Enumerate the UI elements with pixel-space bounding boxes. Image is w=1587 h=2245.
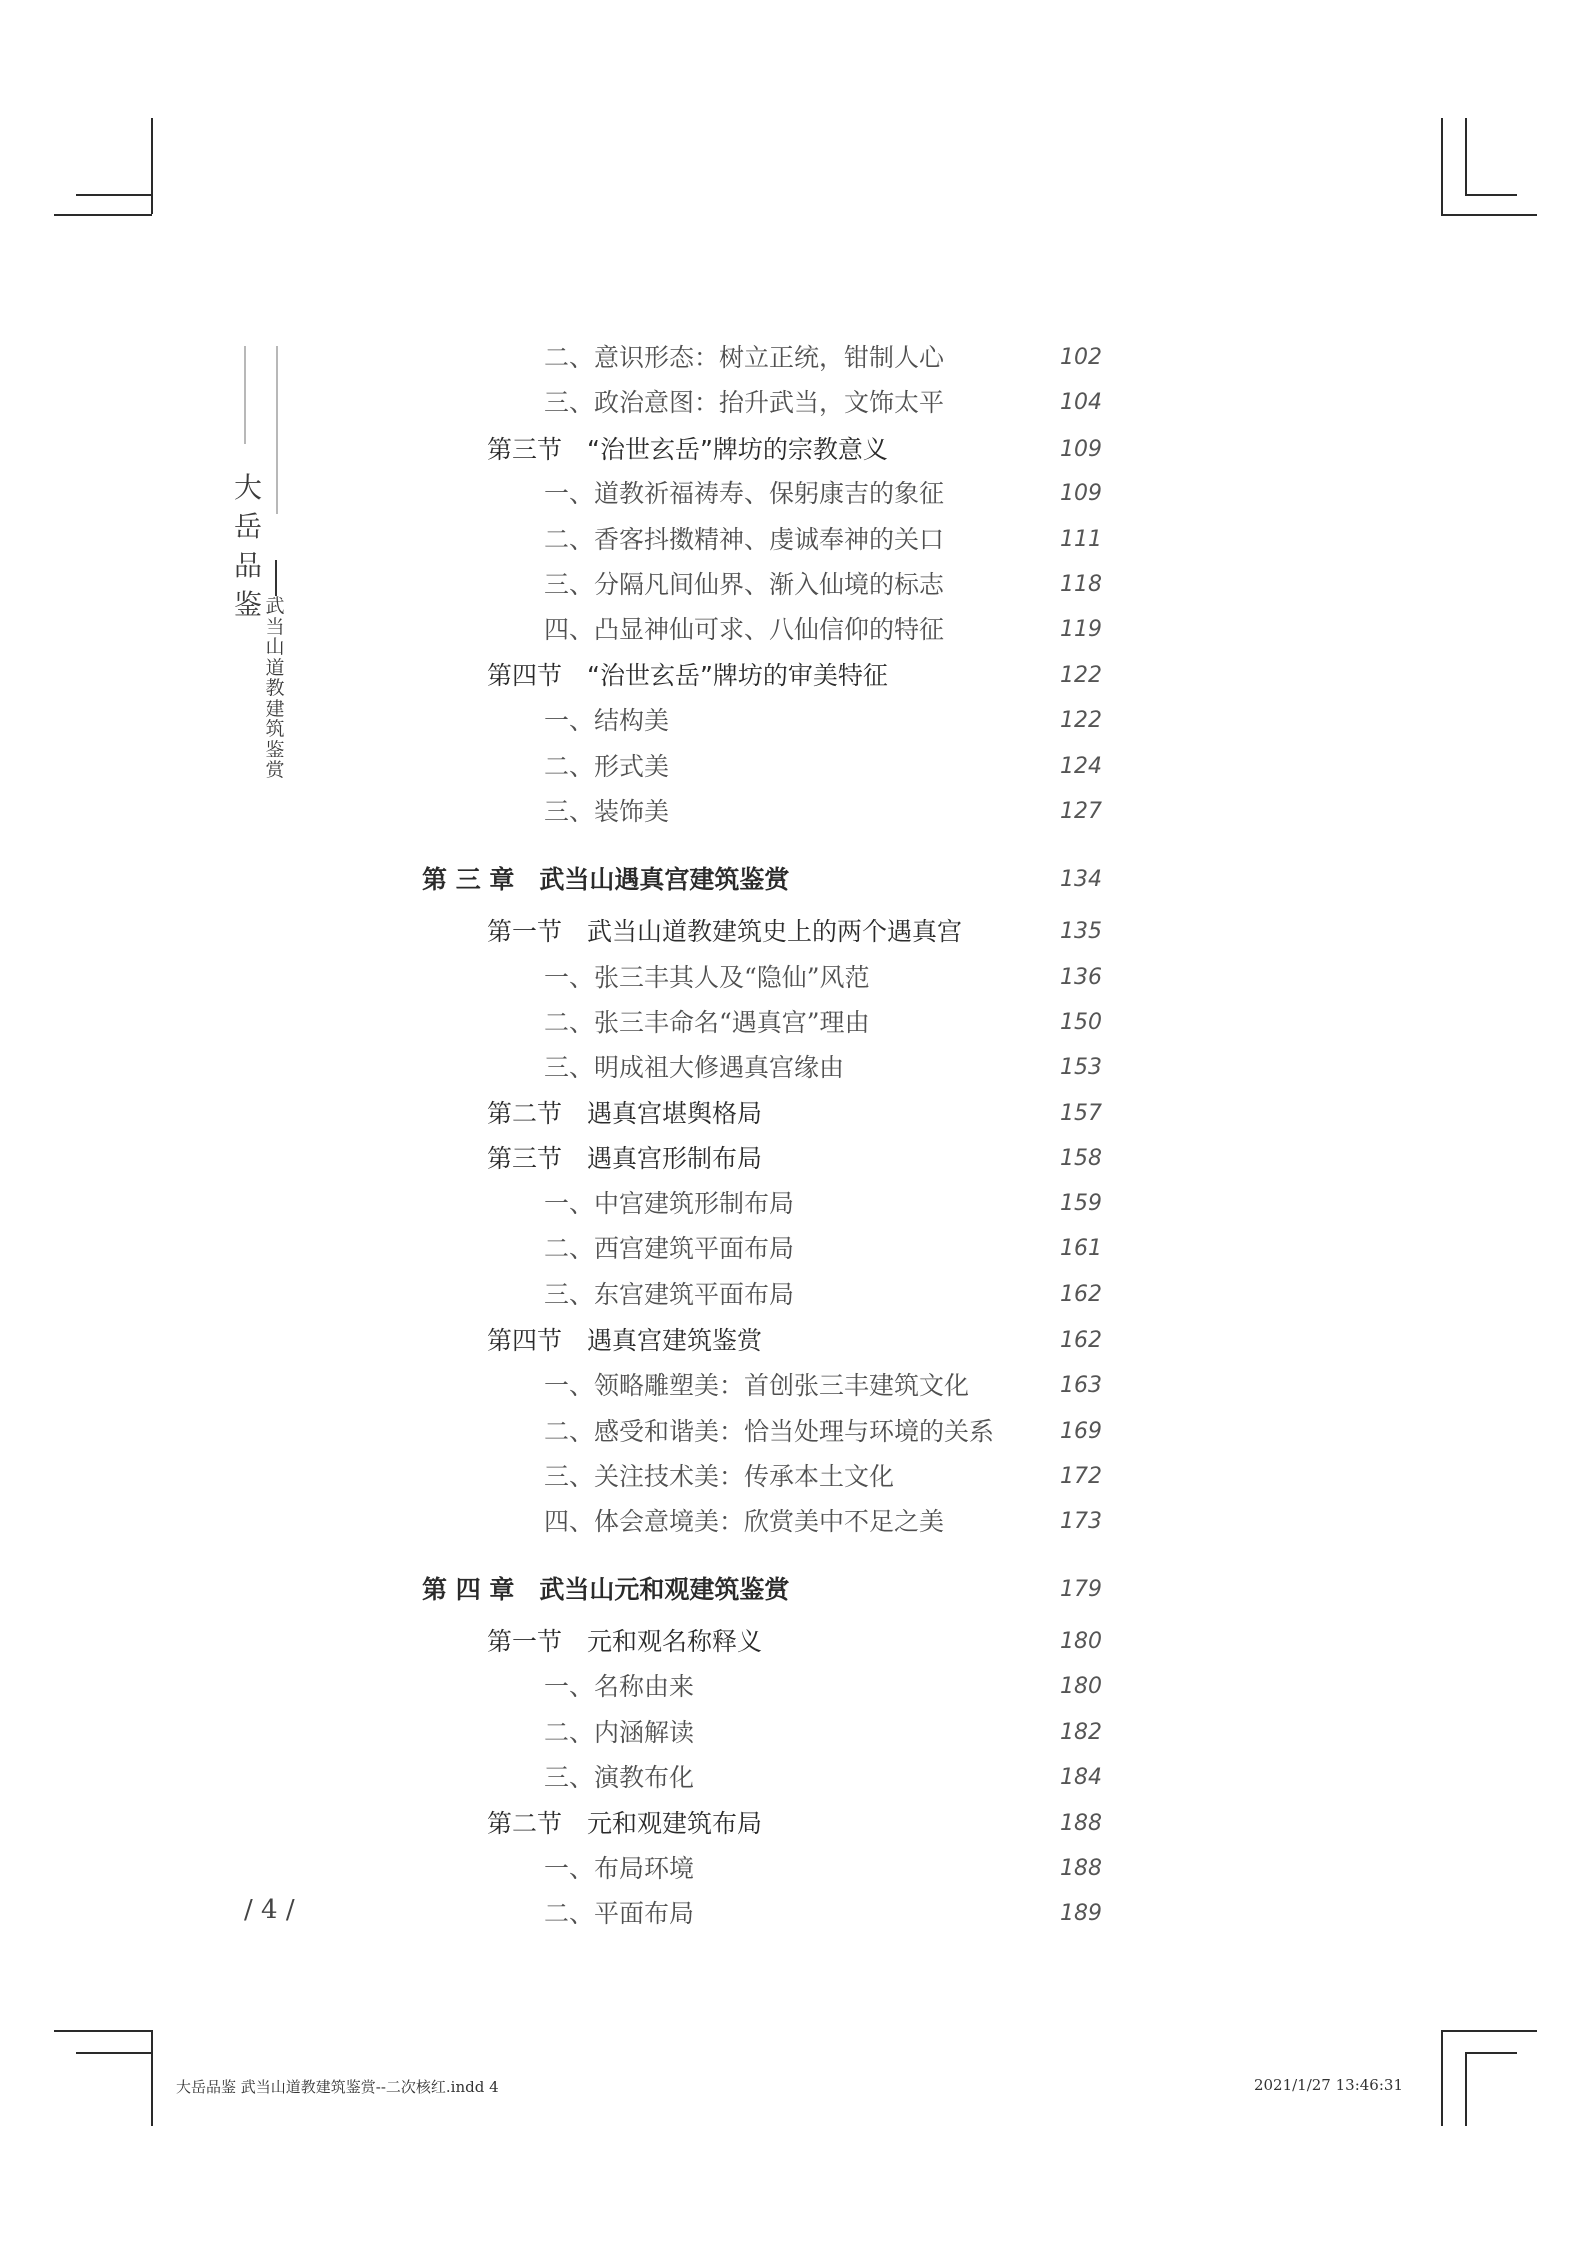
toc-item xyxy=(0,958,1587,998)
toc-entry-title: 第二节 元和观建筑布局 xyxy=(487,1809,763,1838)
footer-timestamp: 2021/1/27 13:46:31 xyxy=(1253,2076,1403,2094)
toc-page-number: 179 xyxy=(1060,1577,1102,1602)
toc-chapter xyxy=(0,860,1587,900)
toc-page-number: 119 xyxy=(1060,617,1102,642)
toc-item xyxy=(0,474,1587,514)
toc-entry-title: 二、意识形态：树立正统，钳制人心 xyxy=(544,343,945,372)
toc-entry-title: 三、关注技术美：传承本土文化 xyxy=(544,1462,895,1491)
toc-item xyxy=(0,1048,1587,1088)
toc-entry-title: 三、演教布化 xyxy=(544,1763,695,1792)
toc-entry-title: 二、感受和谐美：恰当处理与环境的关系 xyxy=(544,1417,995,1446)
toc-page-number: 135 xyxy=(1060,919,1102,944)
toc-entry-title: 一、结构美 xyxy=(544,706,670,735)
toc-entry-title: 第一节 元和观名称释义 xyxy=(487,1627,763,1656)
side-subtitle-char: 道 xyxy=(265,656,285,679)
toc-item xyxy=(0,610,1587,650)
toc-page-number: 182 xyxy=(1060,1720,1102,1745)
side-subtitle-char: 赏 xyxy=(265,759,285,781)
toc-entry-title: 三、明成祖大修遇真宫缘由 xyxy=(544,1053,845,1082)
toc-item xyxy=(0,1758,1587,1798)
toc-page-number: 162 xyxy=(1060,1282,1102,1307)
toc-page-number: 153 xyxy=(1060,1055,1102,1080)
toc-page-number: 109 xyxy=(1060,437,1102,462)
toc-page-number: 189 xyxy=(1060,1901,1102,1926)
toc-entry-title: 第 三 章 武当山遇真宫建筑鉴赏 xyxy=(422,865,790,894)
toc-section xyxy=(0,912,1587,952)
toc-entry-title: 第一节 武当山道教建筑史上的两个遇真宫 xyxy=(487,917,963,946)
side-subtitle-char: 筑 xyxy=(265,718,285,740)
toc-page-number: 180 xyxy=(1060,1629,1102,1654)
footer-file-name: 大岳品鉴 武当山道教建筑鉴赏--二次核红.indd 4 xyxy=(176,2078,499,2096)
toc-entry-title: 一、张三丰其人及“隐仙”风范 xyxy=(544,963,870,992)
toc-page-number: 109 xyxy=(1060,481,1102,506)
toc-page-number: 162 xyxy=(1060,1328,1102,1353)
side-title-char: 品 xyxy=(233,549,262,582)
toc-entry-title: 二、西宫建筑平面布局 xyxy=(544,1234,795,1263)
side-subtitle-char: 建 xyxy=(265,697,285,720)
toc-item xyxy=(0,1713,1587,1753)
toc-item xyxy=(0,520,1587,560)
toc-page-number: 159 xyxy=(1060,1191,1102,1216)
toc-page-number: 111 xyxy=(1060,527,1102,552)
toc-page-number: 122 xyxy=(1060,708,1102,733)
toc-page-number: 136 xyxy=(1060,965,1102,990)
toc-entry-title: 第二节 遇真宫堪舆格局 xyxy=(487,1099,763,1128)
toc-entry-title: 四、体会意境美：欣赏美中不足之美 xyxy=(544,1507,945,1536)
toc-page-number: 188 xyxy=(1060,1856,1102,1881)
toc-chapter xyxy=(0,1570,1587,1610)
toc-page-number: 127 xyxy=(1060,799,1102,824)
side-subtitle-char: 鉴 xyxy=(265,738,285,761)
side-subtitle-char: 当 xyxy=(265,615,285,638)
toc-item xyxy=(0,1366,1587,1406)
toc-entry-title: 三、政治意图：抬升武当，文饰太平 xyxy=(544,388,945,417)
toc-item xyxy=(0,383,1587,423)
toc-item xyxy=(0,792,1587,832)
side-subtitle-char: 山 xyxy=(265,636,285,658)
toc-page-number: 173 xyxy=(1060,1509,1102,1534)
side-title-char: 岳 xyxy=(233,510,262,543)
toc-entry-title: 二、内涵解读 xyxy=(544,1718,695,1747)
toc-entry-title: 一、道教祈福祷寿、保躬康吉的象征 xyxy=(544,479,945,508)
toc-entry-title: 一、名称由来 xyxy=(544,1672,695,1701)
toc-page-number: 102 xyxy=(1060,345,1102,370)
toc-page-number: 157 xyxy=(1060,1101,1102,1126)
toc-item xyxy=(0,1412,1587,1452)
page-number: / 4 / xyxy=(244,1895,295,1925)
toc-entry-title: 第四节 遇真宫建筑鉴赏 xyxy=(487,1326,763,1355)
toc-page-number: 124 xyxy=(1060,754,1102,779)
toc-page-number: 104 xyxy=(1060,390,1102,415)
toc-entry-title: 三、东宫建筑平面布局 xyxy=(544,1280,795,1309)
toc-entry-title: 一、中宫建筑形制布局 xyxy=(544,1189,795,1218)
toc-page-number: 169 xyxy=(1060,1419,1102,1444)
toc-entry-title: 第三节 “治世玄岳”牌坊的宗教意义 xyxy=(487,435,888,464)
toc-entry-title: 四、凸显神仙可求、八仙信仰的特征 xyxy=(544,615,945,644)
toc-entry-title: 第三节 遇真宫形制布局 xyxy=(487,1144,763,1173)
toc-page-number: 118 xyxy=(1060,572,1102,597)
toc-item xyxy=(0,1894,1587,1934)
side-subtitle-char: 教 xyxy=(265,677,285,699)
toc-entry-title: 一、布局环境 xyxy=(544,1854,695,1883)
toc-page-number: 158 xyxy=(1060,1146,1102,1171)
toc-page-number: 161 xyxy=(1060,1236,1102,1261)
toc-page-number: 122 xyxy=(1060,663,1102,688)
toc-page-number: 163 xyxy=(1060,1373,1102,1398)
toc-item xyxy=(0,697,1587,741)
toc-entry-title: 第四节 “治世玄岳”牌坊的审美特征 xyxy=(487,661,888,690)
toc-section xyxy=(0,1139,1587,1179)
toc-entry-title: 三、装饰美 xyxy=(544,797,670,826)
toc-item xyxy=(0,1003,1587,1043)
toc-entry-title: 二、香客抖擞精神、虔诚奉神的关口 xyxy=(544,525,945,554)
toc-section xyxy=(0,430,1587,470)
side-title-char: 鉴 xyxy=(233,588,262,621)
toc-page-number: 150 xyxy=(1060,1010,1102,1035)
toc-page-number: 172 xyxy=(1060,1464,1102,1489)
toc-page-number: 180 xyxy=(1060,1674,1102,1699)
toc-item xyxy=(0,338,1587,378)
toc-entry-title: 二、张三丰命名“遇真宫”理由 xyxy=(544,1008,870,1037)
toc-item xyxy=(0,1849,1587,1889)
toc-section xyxy=(0,1804,1587,1844)
toc-item xyxy=(0,747,1587,787)
toc-section xyxy=(0,1622,1587,1662)
toc-section xyxy=(0,1321,1587,1361)
side-title-char: 大 xyxy=(233,471,262,504)
toc-page-number: 188 xyxy=(1060,1811,1102,1836)
toc-page-number: 134 xyxy=(1060,867,1102,892)
toc-item xyxy=(0,1275,1587,1315)
toc-entry-title: 二、形式美 xyxy=(544,752,670,781)
toc-item xyxy=(0,1502,1587,1542)
toc-item xyxy=(0,565,1587,605)
toc-section xyxy=(0,656,1587,696)
toc-item xyxy=(0,1229,1587,1269)
toc-section xyxy=(0,1094,1587,1134)
toc-entry-title: 第 四 章 武当山元和观建筑鉴赏 xyxy=(422,1575,790,1604)
toc-entry-title: 一、领略雕塑美：首创张三丰建筑文化 xyxy=(544,1371,970,1400)
toc-item xyxy=(0,1457,1587,1497)
toc-entry-title: 二、平面布局 xyxy=(544,1899,695,1928)
toc-page-number: 184 xyxy=(1060,1765,1102,1790)
side-subtitle-char: 武 xyxy=(265,595,285,617)
toc-item xyxy=(0,1184,1587,1224)
toc-item xyxy=(0,1667,1587,1707)
toc-entry-title: 三、分隔凡间仙界、渐入仙境的标志 xyxy=(544,570,945,599)
